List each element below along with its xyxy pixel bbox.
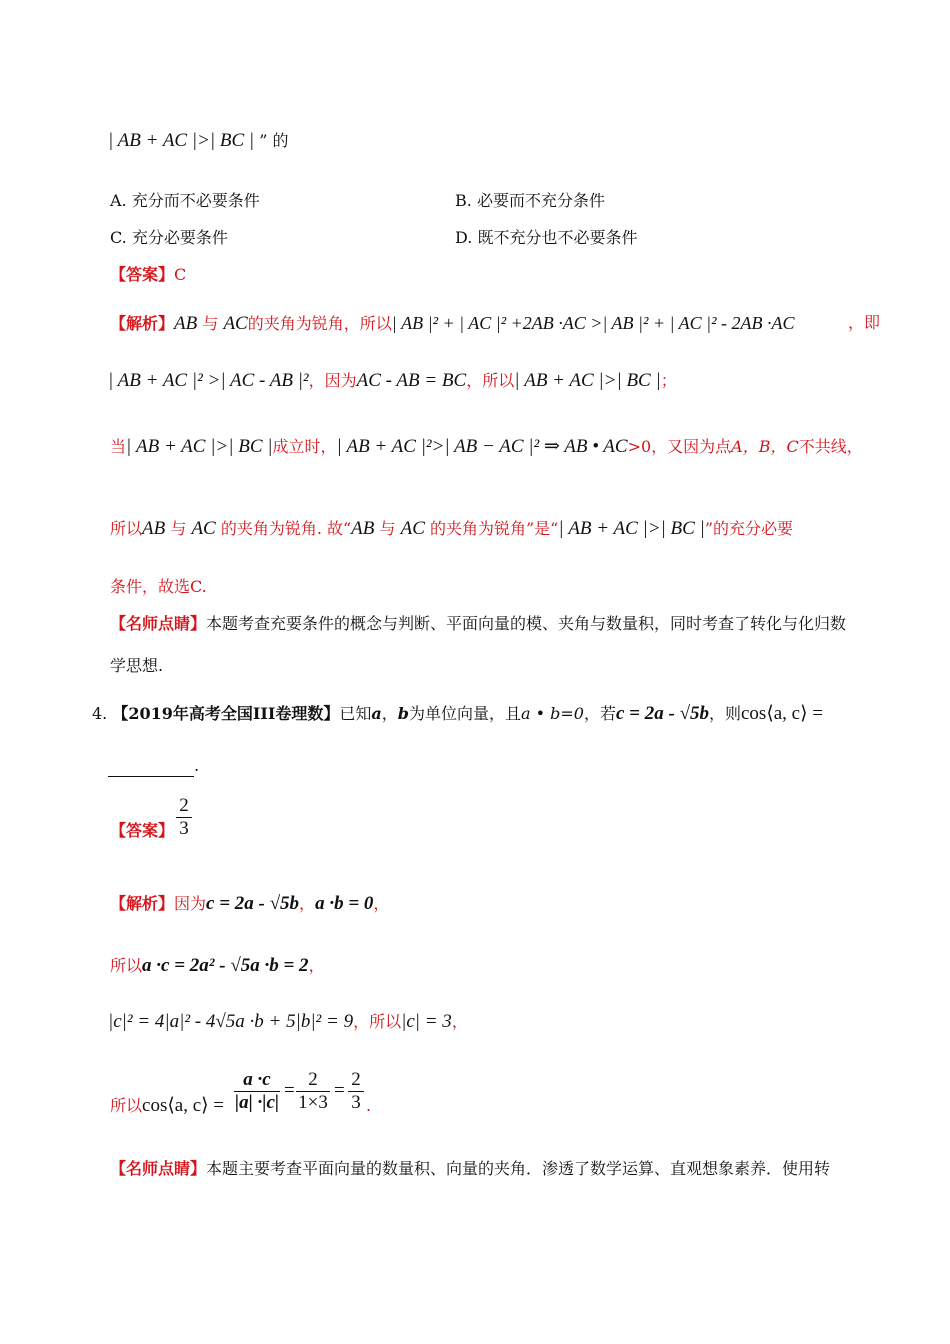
text: 与 [379, 519, 396, 538]
comment-text: 本题考查充要条件的概念与判断、平面向量的模、夹角与数量积，同时考查了转化与化归数 [206, 614, 847, 633]
option-label: B. [455, 191, 472, 210]
q4-answer-fraction [176, 795, 192, 840]
text: >0，又因为点 [627, 437, 732, 456]
equation: a ·b = 0 [315, 893, 374, 914]
comment-tag: 【名师点睛】 [110, 614, 207, 633]
equation: AC - AB = BC [356, 370, 467, 391]
q4-equals-2 [334, 1080, 345, 1102]
q3-analysis-line-4 [110, 518, 793, 540]
text: ”的充分必要 [704, 519, 793, 538]
denominator: 3 [179, 818, 189, 839]
text: ，所以 [353, 1012, 402, 1031]
vector-ac: AC [400, 518, 425, 539]
text: 的夹角为锐角”是“ [429, 519, 559, 538]
comment-tag: 【名师点睛】 [110, 1159, 207, 1178]
q3-analysis-line-3 [110, 436, 863, 458]
q3-option-c [110, 227, 228, 249]
q4-equals-1 [284, 1080, 295, 1102]
q4-fraction-3 [348, 1069, 364, 1114]
q4-comment-line-1 [110, 1158, 830, 1180]
q3-stem-math: | AB + AC |>| BC | [108, 130, 255, 151]
question-number: 4. [92, 704, 108, 723]
text: ， [373, 894, 390, 913]
q3-analysis-line-2 [108, 370, 677, 392]
q4-period [366, 1095, 371, 1117]
comment-text: 本题主要考查平面向量的数量积、向量的夹角．渗透了数学运算、直观想象素养．使用转 [206, 1159, 831, 1178]
vector-a: a [371, 704, 382, 723]
text: 条件，故选C. [110, 577, 207, 596]
option-label: D. [455, 228, 473, 247]
inequality: | AB |² + | AC |² +2AB ·AC >| AB |² + | AC |² - 2AB ·AC [391, 313, 795, 333]
text: ，若 [583, 704, 616, 723]
text: 所以 [110, 1096, 143, 1115]
vector-ac: AC [191, 518, 216, 539]
numerator: 2 [351, 1069, 361, 1090]
q4-fraction-2 [296, 1069, 330, 1114]
text: ， [381, 704, 398, 723]
vector-ac: AC [223, 313, 248, 334]
inequality: | AB + AC |²>| AB − AC |² ⇒ AB • AC [336, 436, 628, 457]
q3-answer [110, 264, 186, 286]
answer-tag: 【答案】 [110, 265, 175, 284]
q3-analysis-line-1 [110, 312, 881, 335]
vector-ab: AB [174, 313, 198, 334]
q4-fraction-1 [234, 1069, 280, 1114]
analysis-tag: 【解析】 [110, 894, 175, 913]
inequality: | AB + AC |² >| AC - AB |² [108, 370, 309, 391]
q4-stem [92, 703, 823, 725]
equals-sign: = [334, 1080, 345, 1101]
text: ， [299, 894, 316, 913]
question-source: 【2019年高考全国III卷理数】 [112, 704, 340, 723]
text: 的夹角为锐角，所以 [247, 314, 392, 333]
numerator: 2 [308, 1069, 318, 1090]
equation: a ·c = 2a² - √5a ·b = 2 [142, 955, 309, 976]
cos-expression: cos⟨a, c⟩ = [142, 1095, 224, 1116]
q3-stem-tail [108, 130, 289, 152]
q3-comment-line-1 [110, 613, 846, 635]
q3-stem-text: ” 的 [259, 131, 289, 150]
numerator: a ·c [243, 1069, 271, 1090]
analysis-tag: 【解析】 [110, 314, 175, 333]
inequality: | AB + AC |>| BC | [126, 436, 273, 457]
vector-ab: AB [351, 518, 375, 539]
text: 已知 [339, 704, 372, 723]
equation: c = 2a - √5b [615, 703, 709, 724]
text: 与 [202, 314, 219, 333]
denominator: 1×3 [298, 1092, 328, 1113]
denominator: 3 [351, 1092, 361, 1113]
text: ， [451, 1012, 468, 1031]
answer-blank [108, 762, 194, 777]
answer-tag: 【答案】 [110, 821, 175, 840]
text: . [366, 1096, 372, 1115]
inequality: | AB + AC |>| BC | [558, 518, 705, 539]
q4-analysis-line-4-label [110, 1095, 224, 1117]
text: ，因为 [308, 371, 357, 390]
comment-text: 学思想. [110, 656, 164, 675]
option-text: 既不充分也不必要条件 [477, 228, 638, 247]
text: ， [308, 956, 325, 975]
text: ，即 [848, 313, 881, 332]
text: 所以 [110, 519, 143, 538]
q3-comment-line-2 [110, 655, 163, 677]
equals-sign: = [284, 1080, 295, 1101]
inequality: | AB + AC |>| BC | [514, 370, 661, 391]
text: 为单位向量，且 [408, 704, 521, 723]
text: 当 [110, 437, 127, 456]
vector-b: b [397, 704, 409, 723]
text: . [194, 756, 200, 775]
q4-blank [108, 755, 199, 777]
q4-answer [110, 820, 174, 842]
q3-option-b [455, 190, 605, 212]
text: ，则 [708, 704, 741, 723]
option-label: C. [110, 228, 127, 247]
q3-option-a [110, 190, 260, 212]
cos-expression: cos⟨a, c⟩ = [741, 703, 823, 724]
denominator: |a| ·|c| [234, 1092, 280, 1113]
text: 不共线， [798, 437, 863, 456]
dot-product: a • b=0 [520, 704, 584, 723]
q3-analysis-line-5 [110, 576, 207, 598]
equation: |c| = 3 [401, 1011, 452, 1032]
q4-analysis-line-3 [108, 1011, 468, 1033]
vector-ab: AB [142, 518, 166, 539]
equation: c = 2a - √5b [206, 893, 300, 914]
text: 与 [170, 519, 187, 538]
text: 所以 [110, 956, 143, 975]
answer-value: C [174, 265, 187, 284]
points: A，B，C [731, 437, 799, 456]
text: ； [660, 371, 677, 390]
text: 因为 [174, 894, 207, 913]
option-text: 必要而不充分条件 [476, 191, 605, 210]
option-label: A. [110, 191, 127, 210]
option-text: 充分而不必要条件 [131, 191, 260, 210]
text: 成立时， [272, 437, 337, 456]
equation: |c|² = 4|a|² - 4√5a ·b + 5|b|² = 9 [108, 1011, 354, 1032]
text: 的夹角为锐角. 故“ [220, 519, 352, 538]
option-text: 充分必要条件 [131, 228, 228, 247]
q3-option-d [455, 227, 637, 249]
numerator: 2 [179, 795, 189, 816]
q4-analysis-line-1 [110, 893, 389, 915]
q4-analysis-line-2 [110, 955, 325, 977]
text: ，所以 [466, 371, 515, 390]
